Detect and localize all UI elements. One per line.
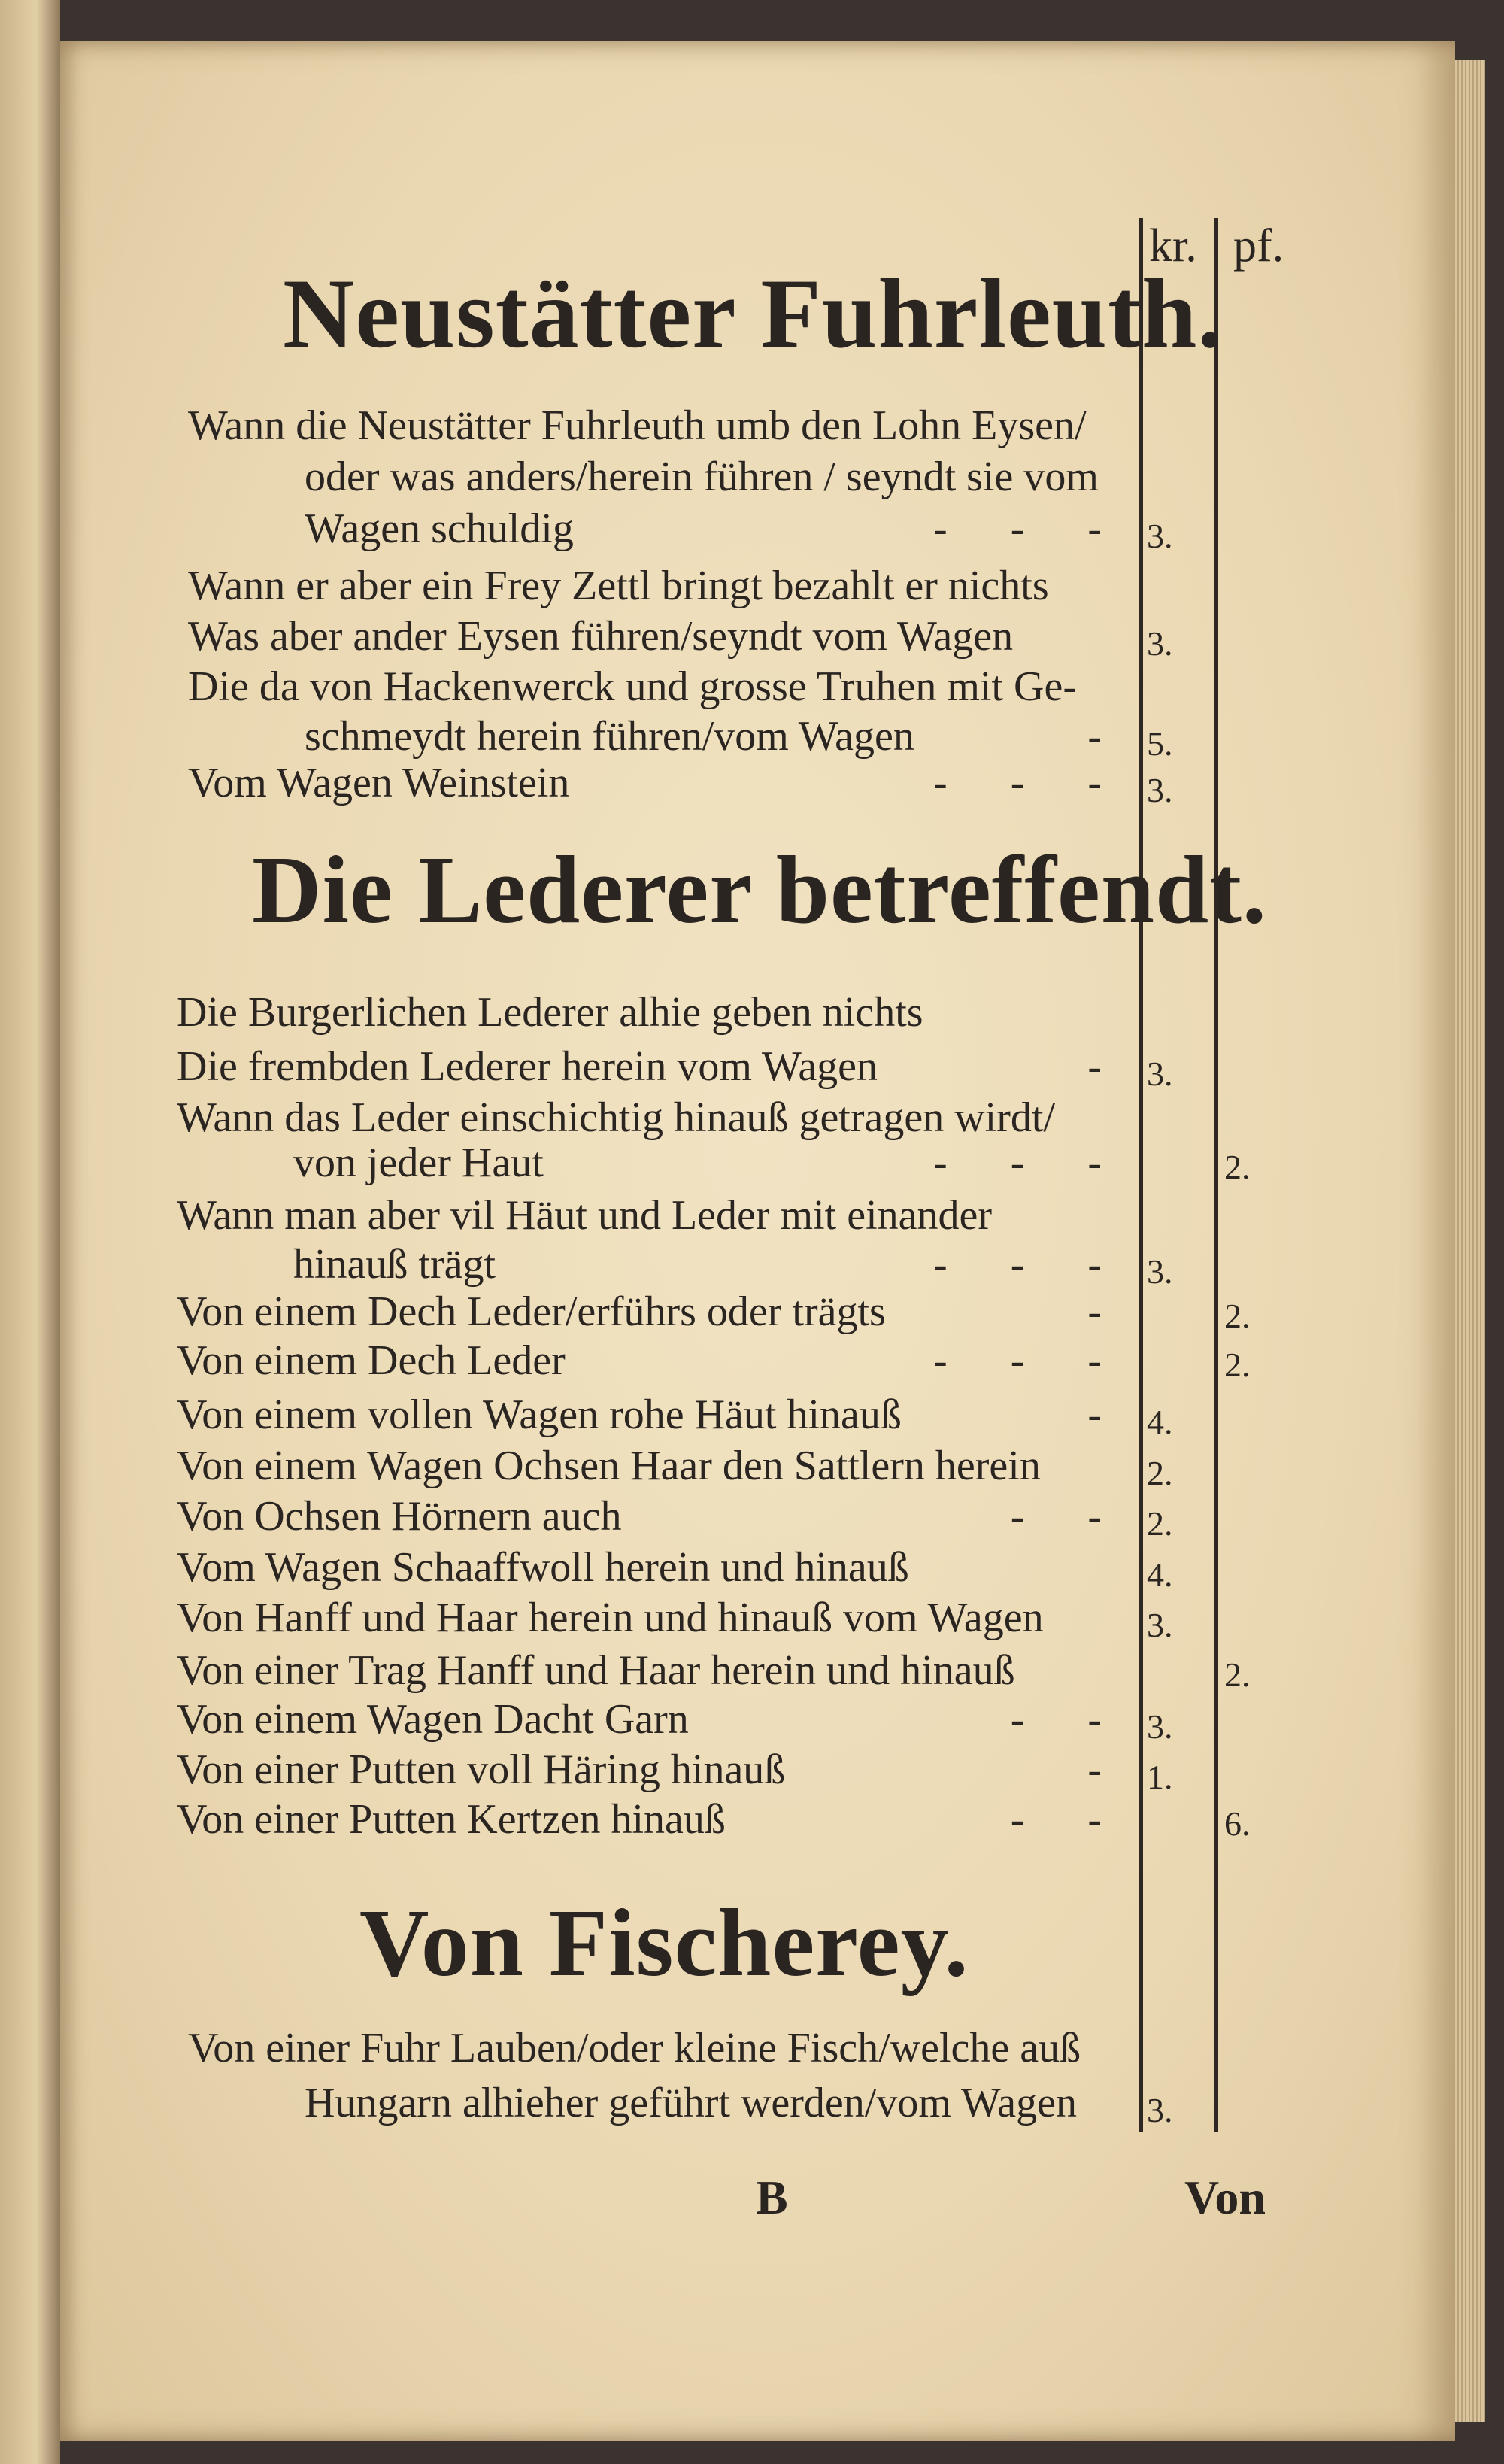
tariff-entry — [177, 1647, 1132, 1694]
amount-pfennig: 2. — [1224, 1346, 1251, 1384]
amount-kreuzer: 3. — [1147, 1054, 1173, 1093]
amount-kreuzer: 3. — [1147, 2091, 1173, 2129]
dot-leader: - - - — [933, 1337, 1102, 1384]
dot-leader: - - - — [933, 1241, 1102, 1288]
dot-leader: - - - — [933, 505, 1102, 552]
section-heading-lederer: Die Lederer betreffendt. — [252, 836, 1267, 943]
tariff-entry-text: Die da von Hackenwerck und grosse Truhen mit Ge- — [188, 663, 1077, 710]
page-stack-edge — [1455, 60, 1485, 2422]
tariff-entry — [305, 713, 1132, 760]
tariff-entry-text: Wann das Leder einschichtig hinauß getragen wirdt/ — [177, 1094, 1055, 1141]
dot-leader: - — [1087, 1288, 1102, 1335]
dot-leader: - - - — [933, 760, 1102, 806]
tariff-entry — [177, 1746, 1132, 1793]
tariff-entry-text: schmeydt herein führen/vom Wagen — [305, 713, 914, 760]
amount-kreuzer: 2. — [1147, 1504, 1173, 1543]
tariff-entry — [305, 2080, 1132, 2126]
tariff-entry-text: Die Burgerlichen Lederer alhie geben nichts — [177, 989, 923, 1036]
amount-kreuzer: 1. — [1147, 1758, 1173, 1796]
amount-kreuzer: 3. — [1147, 1606, 1173, 1644]
pfennig-column-rule — [1214, 218, 1218, 2132]
tariff-entry — [293, 1139, 1132, 1186]
amount-kreuzer: 2. — [1147, 1454, 1173, 1492]
dot-leader: - - — [1010, 1493, 1102, 1540]
amount-kreuzer: 3. — [1147, 624, 1173, 663]
amount-kreuzer: 3. — [1147, 1252, 1173, 1291]
amount-kreuzer: 4. — [1147, 1555, 1173, 1594]
tariff-entry — [177, 1094, 1132, 1141]
tariff-entry-text: Von einem Wagen Dacht Garn — [177, 1696, 689, 1743]
dot-leader: - - — [1010, 1796, 1102, 1843]
tariff-entry-text: Die frembden Lederer herein vom Wagen — [177, 1043, 878, 1090]
tariff-entry — [177, 1595, 1132, 1641]
tariff-entry — [293, 1241, 1132, 1288]
tariff-entry-text: Von einem vollen Wagen rohe Häut hinauß — [177, 1391, 902, 1438]
tariff-entry — [177, 1443, 1132, 1489]
tariff-entry-text: Von Ochsen Hörnern auch — [177, 1493, 622, 1540]
tariff-entry-text: Von einer Fuhr Lauben/oder kleine Fisch/welche auß — [188, 2025, 1081, 2071]
amount-kreuzer: 3. — [1147, 517, 1173, 555]
tariff-entry — [177, 1796, 1132, 1843]
tariff-entry-text: Von einer Trag Hanff und Haar herein und hinauß — [177, 1647, 1015, 1694]
amount-kreuzer: 3. — [1147, 771, 1173, 809]
tariff-entry — [177, 989, 1132, 1036]
kreuzer-column-rule — [1139, 218, 1143, 2132]
tariff-entry-text: Von einer Putten voll Häring hinauß — [177, 1746, 786, 1793]
tariff-entry — [177, 1043, 1132, 1090]
tariff-entry — [188, 760, 1132, 806]
tariff-entry — [177, 1544, 1132, 1591]
tariff-entry-text: Von einer Putten Kertzen hinauß — [177, 1796, 726, 1843]
tariff-entry-text: oder was anders/herein führen / seyndt sie vom — [305, 454, 1099, 500]
column-header-kreuzer: kr. — [1149, 220, 1197, 272]
tariff-entry — [177, 1493, 1132, 1540]
amount-pfennig: 6. — [1224, 1804, 1251, 1843]
tariff-entry-text: Von einem Dech Leder — [177, 1337, 566, 1384]
tariff-entry — [188, 402, 1132, 449]
tariff-entry-text: Hungarn alhieher geführt werden/vom Wagen — [305, 2080, 1077, 2126]
tariff-entry — [177, 1288, 1132, 1335]
dot-leader: - — [1087, 1746, 1102, 1793]
amount-kreuzer: 3. — [1147, 1707, 1173, 1746]
tariff-entry — [305, 505, 1132, 552]
dot-leader: - — [1087, 1043, 1102, 1090]
tariff-entry-text: Von einem Wagen Ochsen Haar den Sattlern herein — [177, 1443, 1041, 1489]
tariff-entry — [188, 613, 1132, 660]
amount-pfennig: 2. — [1224, 1148, 1251, 1186]
tariff-entry-text: Wagen schuldig — [305, 505, 574, 552]
amount-kreuzer: 5. — [1147, 724, 1173, 763]
dot-leader: - — [1087, 713, 1102, 760]
tariff-entry-text: Wann man aber vil Häut und Leder mit einander — [177, 1192, 992, 1239]
tariff-entry — [305, 454, 1132, 500]
section-heading-fuhrleuth: Neustätter Fuhrleuth. — [283, 258, 1224, 369]
tariff-entry-text: Was aber ander Eysen führen/seyndt vom Wagen — [188, 613, 1014, 660]
amount-pfennig: 2. — [1224, 1297, 1251, 1335]
tariff-entry-text: Wann die Neustätter Fuhrleuth umb den Lohn Eysen/ — [188, 402, 1087, 449]
amount-kreuzer: 4. — [1147, 1403, 1173, 1441]
tariff-entry-text: Vom Wagen Weinstein — [188, 760, 570, 806]
tariff-entry — [177, 1337, 1132, 1384]
amount-pfennig: 2. — [1224, 1655, 1251, 1694]
section-heading-fischerey: Von Fischerey. — [359, 1889, 969, 1996]
tariff-entry-text: Wann er aber ein Frey Zettl bringt bezahlt er nichts — [188, 563, 1049, 609]
column-header-pfennig: pf. — [1233, 220, 1284, 272]
dot-leader: - - - — [933, 1139, 1102, 1186]
tariff-entry-text: hinauß trägt — [293, 1241, 496, 1288]
tariff-entry-text: Von einem Dech Leder/erführs oder trägts — [177, 1288, 886, 1335]
tariff-entry — [188, 663, 1132, 710]
tariff-entry-text: von jeder Haut — [293, 1139, 544, 1186]
dot-leader: - - — [1010, 1696, 1102, 1743]
dot-leader: - — [1087, 1391, 1102, 1438]
signature-mark: B — [756, 2171, 788, 2224]
catchword: Von — [1184, 2171, 1266, 2224]
tariff-entry — [177, 1391, 1132, 1438]
tariff-entry — [188, 563, 1132, 609]
previous-page-edge — [0, 0, 60, 2464]
tariff-entry — [177, 1192, 1132, 1239]
tariff-entry — [177, 1696, 1132, 1743]
tariff-entry-text: Vom Wagen Schaaffwoll herein und hinauß — [177, 1544, 909, 1591]
tariff-entry — [188, 2025, 1132, 2071]
tariff-entry-text: Von Hanff und Haar herein und hinauß vom Wagen — [177, 1595, 1044, 1641]
